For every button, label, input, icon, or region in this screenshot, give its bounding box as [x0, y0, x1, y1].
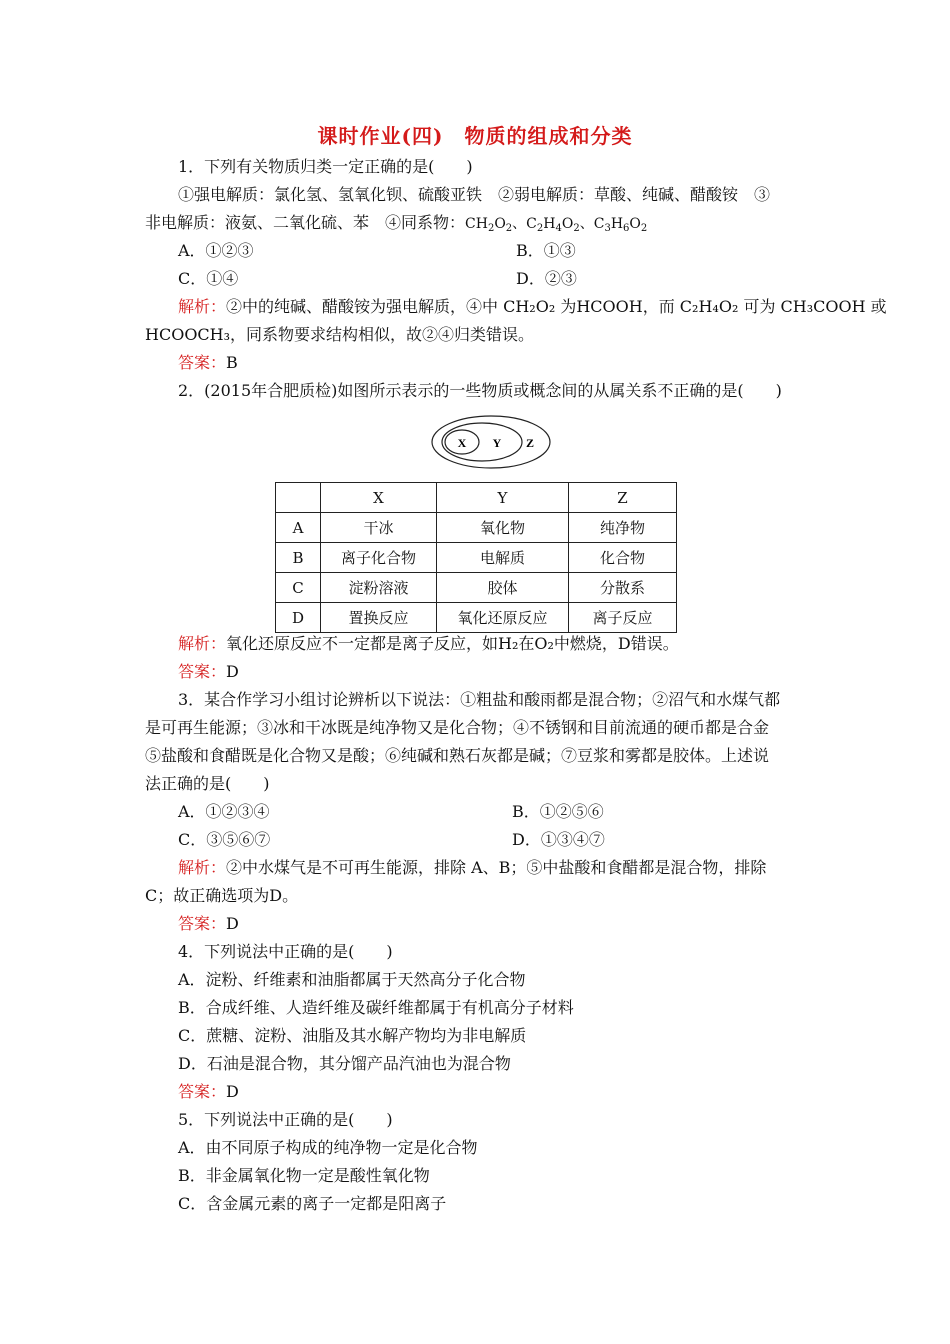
q2-table [275, 482, 677, 633]
q1-option-b: B．①③ [516, 241, 576, 260]
answer-label: 答案： [178, 353, 227, 372]
answer-label: 答案： [178, 1082, 227, 1101]
q5-stem: 5．下列说法中正确的是( ) [178, 1110, 393, 1129]
table-header-y: Y [437, 483, 569, 513]
table-cell: D [276, 603, 321, 633]
table-cell: 淀粉溶液 [321, 573, 437, 603]
q4-option-c: C．蔗糖、淀粉、油脂及其水解产物均为非电解质 [178, 1026, 527, 1045]
venn-diagram [430, 414, 554, 470]
q1-stem: 1．下列有关物质归类一定正确的是( ) [178, 157, 473, 176]
venn-label-z: Z [525, 436, 535, 450]
q4-answer: 答案：D [178, 1082, 239, 1101]
table-cell: 纯净物 [569, 513, 677, 543]
table-row [276, 513, 677, 543]
venn-label-y: Y [492, 436, 502, 450]
q2-analysis: 解析：氧化还原反应不一定都是离子反应，如H₂在O₂中燃烧，D错误。 [178, 634, 679, 653]
q2-stem: 2．(2015年合肥质检)如图所示表示的一些物质或概念间的从属关系不正确的是( ) [178, 381, 782, 400]
q1-option-a: A．①②③ [178, 241, 254, 260]
table-cell: 氧化还原反应 [437, 603, 569, 633]
q1-line1: ①强电解质：氯化氢、氢氧化钡、硫酸亚铁 ②弱电解质：草酸、纯碱、醋酸铵 ③ [178, 185, 771, 204]
venn-middle-ellipse [442, 423, 522, 461]
table-cell: B [276, 543, 321, 573]
answer-label: 答案： [178, 914, 227, 933]
venn-label-x: X [457, 436, 467, 450]
q1-formulas: $CH_2O_2$、$C_2H_4O_2$、$C_3H_6O_2$ [465, 216, 648, 234]
q3-analysis-line2: C；故正确选项为D。 [145, 886, 299, 905]
analysis-label: 解析： [178, 634, 227, 653]
table-cell: 化合物 [569, 543, 677, 573]
table-header-x: X [321, 483, 437, 513]
table-header-row [276, 483, 677, 513]
table-cell: 氧化物 [437, 513, 569, 543]
table-cell: 干冰 [321, 513, 437, 543]
q1-line2-text: 非电解质：液氨、二氧化硫、苯 ④同系物： [145, 213, 466, 232]
q3-line2: 是可再生能源；③冰和干冰既是纯净物又是化合物；④不锈钢和目前流通的硬币都是合金 [145, 718, 770, 737]
q4-option-b: B．合成纤维、人造纤维及碳纤维都属于有机高分子材料 [178, 998, 574, 1017]
table-cell: 离子化合物 [321, 543, 437, 573]
q3-line4: 法正确的是( ) [145, 774, 270, 793]
q3-option-b: B．①②⑤⑥ [512, 802, 604, 821]
page-title: 课时作业(四) 物质的组成和分类 [317, 124, 633, 148]
q2-answer: 答案：D [178, 662, 239, 681]
table-row [276, 573, 677, 603]
q3-option-d: D．①③④⑦ [512, 830, 605, 849]
q1-line2 [145, 212, 647, 240]
q1-analysis-line2: HCOOCH₃，同系物要求结构相似，故②④归类错误。 [145, 325, 535, 344]
table-row [276, 543, 677, 573]
q1-analysis-line1: 解析：②中的纯碱、醋酸铵为强电解质，④中 CH₂O₂ 为HCOOH，而 C₂H₄O₂ 可为 CH₃COOH 或 [178, 297, 887, 316]
analysis-label: 解析： [178, 858, 227, 877]
q4-stem: 4．下列说法中正确的是( ) [178, 942, 393, 961]
q4-option-a: A．淀粉、纤维素和油脂都属于天然高分子化合物 [178, 970, 526, 989]
q3-option-c: C．③⑤⑥⑦ [178, 830, 271, 849]
table-cell: C [276, 573, 321, 603]
answer-label: 答案： [178, 662, 227, 681]
table-cell: A [276, 513, 321, 543]
q1-answer: 答案：B [178, 353, 238, 372]
q3-line1: 3．某合作学习小组讨论辨析以下说法：①粗盐和酸雨都是混合物；②沼气和水煤气都 [178, 690, 781, 709]
q3-analysis-line1: 解析：②中水煤气是不可再生能源，排除 A、B；⑤中盐酸和食醋都是混合物，排除 [178, 858, 767, 877]
q5-option-a: A．由不同原子构成的纯净物一定是化合物 [178, 1138, 478, 1157]
q3-answer: 答案：D [178, 914, 239, 933]
q5-option-b: B．非金属氧化物一定是酸性氧化物 [178, 1166, 430, 1185]
q5-option-c: C．含金属元素的离子一定都是阳离子 [178, 1194, 447, 1213]
analysis-label: 解析： [178, 297, 227, 316]
table-cell: 置换反应 [321, 603, 437, 633]
table-cell: 离子反应 [569, 603, 677, 633]
table-row [276, 603, 677, 633]
q4-option-d: D．石油是混合物，其分馏产品汽油也为混合物 [178, 1054, 511, 1073]
q3-line3: ⑤盐酸和食醋既是化合物又是酸；⑥纯碱和熟石灰都是碱；⑦豆浆和雾都是胶体。上述说 [145, 746, 770, 765]
table-cell: 分散系 [569, 573, 677, 603]
q3-option-a: A．①②③④ [178, 802, 270, 821]
table-cell: 电解质 [437, 543, 569, 573]
table-header-z: Z [569, 483, 677, 513]
table-cell [276, 483, 321, 513]
q1-option-c: C．①④ [178, 269, 239, 288]
table-cell: 胶体 [437, 573, 569, 603]
q1-option-d: D．②③ [516, 269, 577, 288]
